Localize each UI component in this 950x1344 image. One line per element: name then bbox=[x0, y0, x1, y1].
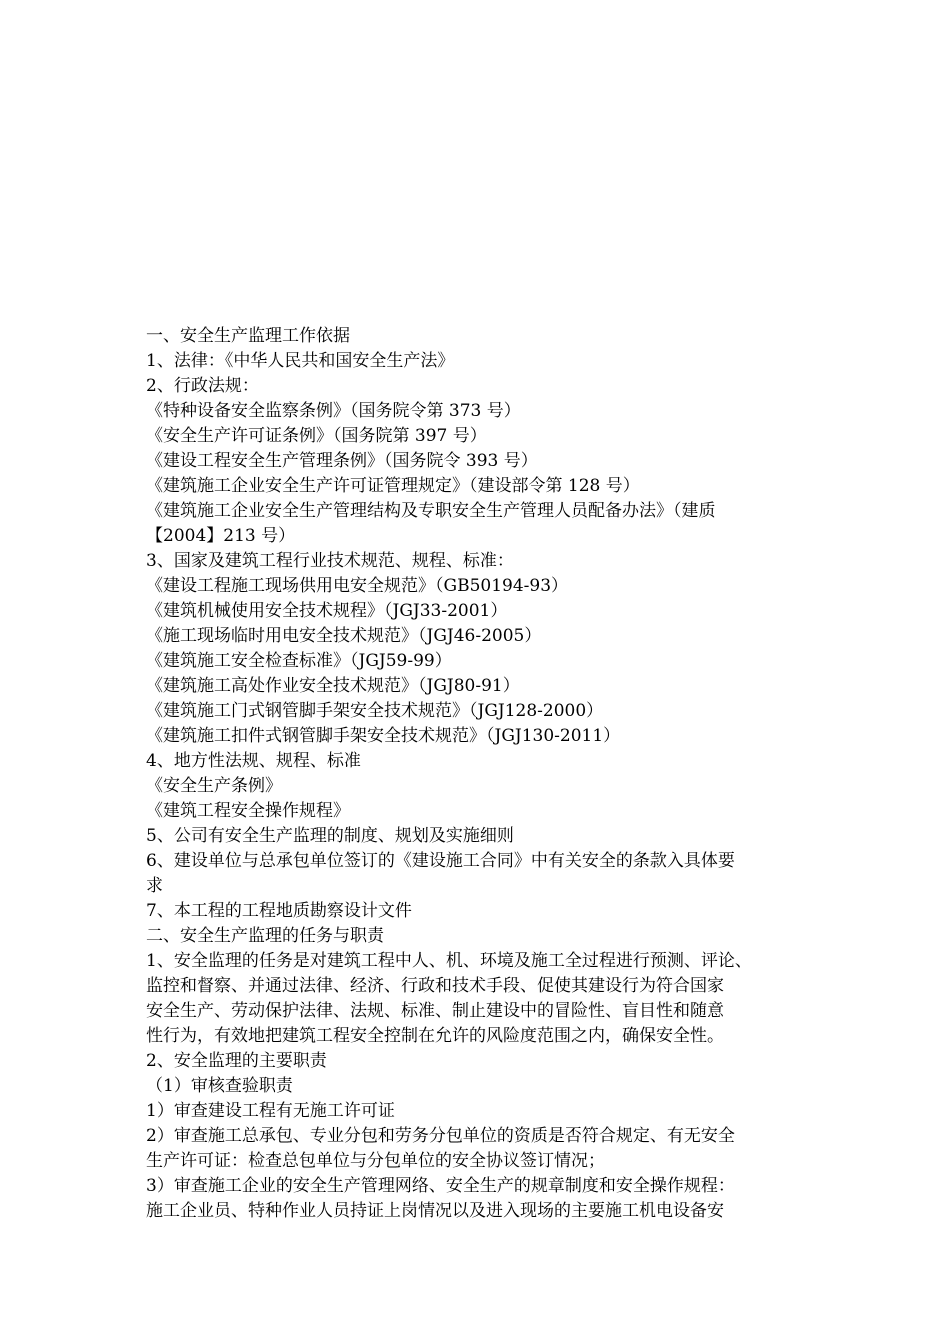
text-line: 《安全生产条例》 bbox=[146, 776, 282, 796]
text-line: 7、本工程的工程地质勘察设计文件 bbox=[146, 901, 412, 921]
text-line: 安全生产、劳动保护法律、法规、标准、制止建设中的冒险性、盲目性和随意 bbox=[146, 1001, 724, 1021]
text-line: 性行为，有效地把建筑工程安全控制在允许的风险度范围之内，确保安全性。 bbox=[146, 1026, 724, 1046]
text-line: 监控和督察、并通过法律、经济、行政和技术手段、促使其建设行为符合国家 bbox=[146, 976, 724, 996]
text-line: 《建筑施工高处作业安全技术规范》（JGJ80-91） bbox=[146, 676, 520, 696]
text-line: 6、建设单位与总承包单位签订的《建设施工合同》中有关安全的条款入具体要 bbox=[146, 851, 735, 871]
text-line: 1、法律：《中华人民共和国安全生产法》 bbox=[146, 351, 455, 371]
text-line: 施工企业员、特种作业人员持证上岗情况以及进入现场的主要施工机电设备安 bbox=[146, 1201, 724, 1221]
text-line: 《建筑施工门式钢管脚手架安全技术规范》（JGJ128-2000） bbox=[146, 701, 604, 721]
text-line: 《建筑工程安全操作规程》 bbox=[146, 801, 350, 821]
text-line: 4、地方性法规、规程、标准 bbox=[146, 751, 361, 771]
text-line: 《建筑施工企业安全生产管理结构及专职安全生产管理人员配备办法》（建质 bbox=[146, 501, 716, 521]
text-line: 3）审查施工企业的安全生产管理网络、安全生产的规章制度和安全操作规程： bbox=[146, 1176, 735, 1196]
text-line: （1）审核查验职责 bbox=[146, 1076, 293, 1096]
text-line: 2、行政法规： bbox=[146, 376, 259, 396]
text-line: 《建设工程施工现场供用电安全规范》（GB50194-93） bbox=[146, 576, 569, 596]
text-line: 生产许可证：检查总包单位与分包单位的安全协议签订情况； bbox=[146, 1151, 605, 1171]
text-line: 《建筑机械使用安全技术规程》（JGJ33-2001） bbox=[146, 601, 508, 621]
document-body bbox=[146, 324, 826, 1224]
text-line: 2）审查施工总承包、专业分包和劳务分包单位的资质是否符合规定、有无安全 bbox=[146, 1126, 735, 1146]
text-line: 3、国家及建筑工程行业技术规范、规程、标准： bbox=[146, 551, 514, 571]
text-line: 《安全生产许可证条例》（国务院第 397 号） bbox=[146, 426, 487, 446]
text-line: 《特种设备安全监察条例》（国务院令第 373 号） bbox=[146, 401, 521, 421]
text-line: 1）审查建设工程有无施工许可证 bbox=[146, 1101, 395, 1121]
text-line: 1、安全监理的任务是对建筑工程中人、机、环境及施工全过程进行预测、评论、 bbox=[146, 951, 752, 971]
text-line: 《建筑施工企业安全生产许可证管理规定》（建设部令第 128 号） bbox=[146, 476, 640, 496]
text-line: 2、安全监理的主要职责 bbox=[146, 1051, 327, 1071]
text-line: 求 bbox=[146, 876, 163, 896]
section-heading: 一、安全生产监理工作依据 bbox=[146, 326, 350, 346]
section-heading: 二、安全生产监理的任务与职责 bbox=[146, 926, 384, 946]
text-line: 5、公司有安全生产监理的制度、规划及实施细则 bbox=[146, 826, 514, 846]
text-line: 《建筑施工扣件式钢管脚手架安全技术规范》（JGJ130-2011） bbox=[146, 726, 621, 746]
text-line: 《建设工程安全生产管理条例》（国务院令 393 号） bbox=[146, 451, 538, 471]
text-line: 《建筑施工安全检查标准》（JGJ59-99） bbox=[146, 651, 452, 671]
text-line: 《施工现场临时用电安全技术规范》（JGJ46-2005） bbox=[146, 626, 542, 646]
text-line: 【2004】213 号） bbox=[146, 526, 296, 546]
